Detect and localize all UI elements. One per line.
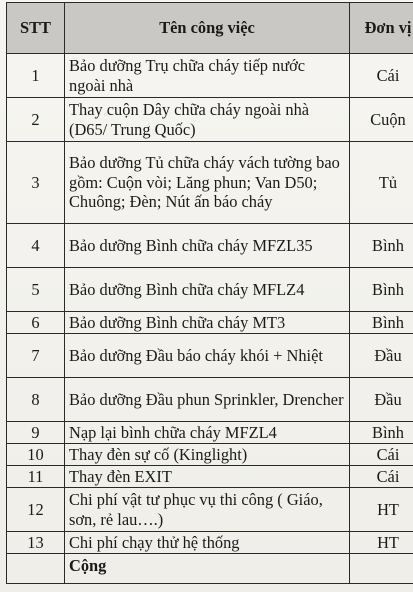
table-row bbox=[7, 532, 413, 554]
table-row bbox=[7, 98, 413, 142]
unit: Bình bbox=[350, 224, 413, 268]
table-row bbox=[7, 378, 413, 422]
task-name: Nạp lại bình chữa cháy MFZL4 bbox=[65, 422, 350, 444]
task-name: Bảo dưỡng Bình chữa cháy MFZL35 bbox=[65, 224, 350, 268]
task-name: Thay đèn sự cố (Kinglight) bbox=[65, 444, 350, 466]
work-items-table bbox=[6, 2, 413, 584]
row-number: 11 bbox=[7, 466, 65, 488]
task-name: Chi phí vật tư phục vụ thi công ( Giáo, sơn, rẻ lau….) bbox=[65, 488, 350, 532]
row-number: 3 bbox=[7, 142, 65, 224]
unit: Cái bbox=[350, 444, 413, 466]
table-row bbox=[7, 54, 413, 98]
table-row bbox=[7, 142, 413, 224]
table-row bbox=[7, 422, 413, 444]
row-number: 13 bbox=[7, 532, 65, 554]
unit: Đầu bbox=[350, 378, 413, 422]
row-number: 1 bbox=[7, 54, 65, 98]
unit: Cuộn bbox=[350, 98, 413, 142]
row-number: 9 bbox=[7, 422, 65, 444]
unit: Bình bbox=[350, 268, 413, 312]
row-number: 10 bbox=[7, 444, 65, 466]
table-footer-row bbox=[7, 554, 413, 584]
unit: Cái bbox=[350, 54, 413, 98]
task-name: Bảo dưỡng Bình chữa cháy MT3 bbox=[65, 312, 350, 334]
unit: Tủ bbox=[350, 142, 413, 224]
row-number: 7 bbox=[7, 334, 65, 378]
unit: Bình bbox=[350, 422, 413, 444]
table-row bbox=[7, 466, 413, 488]
table-row bbox=[7, 268, 413, 312]
task-name: Bảo dưỡng Bình chữa cháy MFLZ4 bbox=[65, 268, 350, 312]
row-number: 12 bbox=[7, 488, 65, 532]
row-number: 5 bbox=[7, 268, 65, 312]
table-header-row bbox=[7, 3, 413, 54]
unit: Đầu bbox=[350, 334, 413, 378]
footer-empty-cell bbox=[350, 554, 413, 584]
task-name: Bảo dưỡng Đầu phun Sprinkler, Drencher bbox=[65, 378, 350, 422]
task-name: Chi phí chạy thử hệ thống bbox=[65, 532, 350, 554]
table-row bbox=[7, 488, 413, 532]
header-stt: STT bbox=[7, 3, 65, 54]
unit: Cái bbox=[350, 466, 413, 488]
table-row bbox=[7, 334, 413, 378]
unit: Bình bbox=[350, 312, 413, 334]
header-task-name: Tên công việc bbox=[65, 3, 350, 54]
row-number: 8 bbox=[7, 378, 65, 422]
task-name: Bảo dưỡng Đầu báo cháy khói + Nhiệt bbox=[65, 334, 350, 378]
row-number: 6 bbox=[7, 312, 65, 334]
unit: HT bbox=[350, 532, 413, 554]
table-row bbox=[7, 224, 413, 268]
table-row bbox=[7, 312, 413, 334]
task-name: Thay cuộn Dây chữa cháy ngoài nhà (D65/ Trung Quốc) bbox=[65, 98, 350, 142]
header-unit: Đơn vị bbox=[350, 3, 413, 54]
footer-empty-cell bbox=[7, 554, 65, 584]
task-name: Bảo dưỡng Trụ chữa cháy tiếp nước ngoài nhà bbox=[65, 54, 350, 98]
footer-total-label: Cộng bbox=[65, 554, 350, 584]
row-number: 2 bbox=[7, 98, 65, 142]
row-number: 4 bbox=[7, 224, 65, 268]
task-name: Thay đèn EXIT bbox=[65, 466, 350, 488]
task-name: Bảo dưỡng Tủ chữa cháy vách tường bao gồm: Cuộn vòi; Lăng phun; Van D50; Chuông; Đèn; Nút ấn báo cháy bbox=[65, 142, 350, 224]
unit: HT bbox=[350, 488, 413, 532]
table-row bbox=[7, 444, 413, 466]
